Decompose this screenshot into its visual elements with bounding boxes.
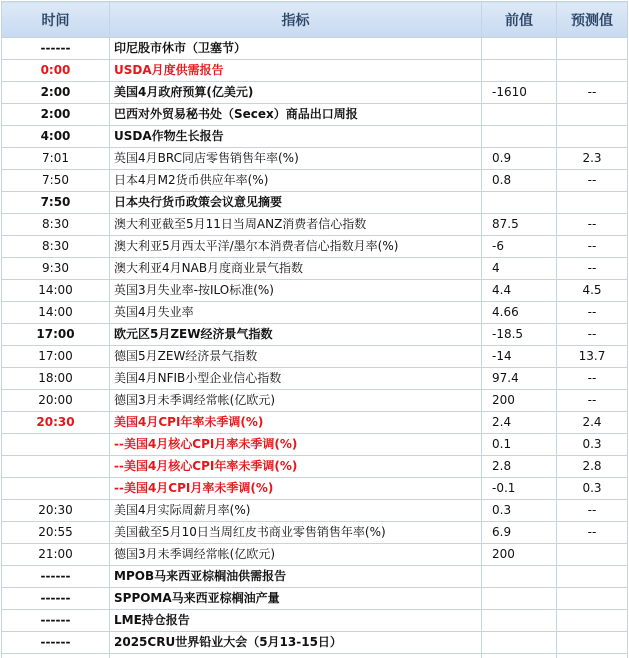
table-row (2, 324, 628, 346)
row-time (2, 456, 110, 478)
row-event: 日本4月M2货币供应年率(%) (110, 170, 482, 192)
row-forecast: -- (557, 302, 628, 324)
row-forecast (557, 588, 628, 610)
row-event: 美国4月CPI年率未季调(%) (110, 412, 482, 434)
row-time: 17:00 (2, 324, 110, 346)
row-prev: 0.3 (482, 500, 557, 522)
row-forecast (557, 126, 628, 148)
row-prev (482, 60, 557, 82)
row-forecast (557, 544, 628, 566)
row-forecast: -- (557, 324, 628, 346)
row-time: 4:00 (2, 126, 110, 148)
table-row (2, 610, 628, 632)
row-event: MPOB马来西亚棕榈油供需报告 (110, 566, 482, 588)
row-prev: 2.8 (482, 456, 557, 478)
row-time (2, 478, 110, 500)
table-row (2, 258, 628, 280)
row-forecast (557, 654, 628, 658)
row-forecast (557, 192, 628, 214)
table-row (2, 38, 628, 60)
table-row (2, 346, 628, 368)
row-time: 20:30 (2, 412, 110, 434)
row-forecast (557, 566, 628, 588)
table-row (2, 368, 628, 390)
row-forecast (557, 632, 628, 654)
row-forecast: -- (557, 390, 628, 412)
table-row (2, 632, 628, 654)
table-row (2, 544, 628, 566)
table-row (2, 170, 628, 192)
row-prev (482, 126, 557, 148)
row-forecast: -- (557, 82, 628, 104)
table-row (2, 280, 628, 302)
row-time: 0:00 (2, 60, 110, 82)
economic-calendar-table (1, 1, 628, 658)
row-prev (482, 654, 557, 658)
table-row (2, 390, 628, 412)
row-prev (482, 192, 557, 214)
row-event: 德国5月ZEW经济景气指数 (110, 346, 482, 368)
row-prev: 0.9 (482, 148, 557, 170)
row-event: 英国3月失业率-按ILO标准(%) (110, 280, 482, 302)
row-time (2, 654, 110, 658)
row-event: 巴西对外贸易秘书处（Secex）商品出口周报 (110, 104, 482, 126)
row-forecast: -- (557, 368, 628, 390)
row-forecast: -- (557, 522, 628, 544)
row-prev: 97.4 (482, 368, 557, 390)
row-event: 美国4月政府预算(亿美元) (110, 82, 482, 104)
row-event: --美国4月核心CPI月率未季调(%) (110, 434, 482, 456)
row-forecast: -- (557, 170, 628, 192)
row-forecast (557, 60, 628, 82)
row-prev: 2.4 (482, 412, 557, 434)
table-row (2, 82, 628, 104)
row-forecast: 0.3 (557, 434, 628, 456)
row-event: 美国4月NFIB小型企业信心指数 (110, 368, 482, 390)
table-row (2, 478, 628, 500)
row-time: 2:00 (2, 82, 110, 104)
table-row (2, 500, 628, 522)
row-forecast: -- (557, 500, 628, 522)
table-body (2, 38, 628, 658)
table-row (2, 588, 628, 610)
row-event: 美国4月实际周薪月率(%) (110, 500, 482, 522)
row-event: 英国4月失业率 (110, 302, 482, 324)
row-prev: 6.9 (482, 522, 557, 544)
row-prev: 4.4 (482, 280, 557, 302)
row-event: 欧元区5月ZEW经济景气指数 (110, 324, 482, 346)
row-time: ------ (2, 588, 110, 610)
table-row (2, 214, 628, 236)
row-time (2, 434, 110, 456)
row-time: 14:00 (2, 302, 110, 324)
row-event: SPPOMA马来西亚棕榈油产量 (110, 588, 482, 610)
row-forecast: -- (557, 236, 628, 258)
row-time: ------ (2, 632, 110, 654)
header-prev: 前值 (482, 2, 557, 38)
row-event: 澳大利亚4月NAB月度商业景气指数 (110, 258, 482, 280)
row-prev: -6 (482, 236, 557, 258)
row-time: 7:50 (2, 192, 110, 214)
table-row (2, 566, 628, 588)
row-time: 20:55 (2, 522, 110, 544)
row-prev (482, 566, 557, 588)
row-prev (482, 588, 557, 610)
row-prev (482, 38, 557, 60)
table-row (2, 522, 628, 544)
row-event: --美国4月CPI月率未季调(%) (110, 478, 482, 500)
table-row (2, 192, 628, 214)
table-row (2, 412, 628, 434)
row-forecast: -- (557, 214, 628, 236)
row-time: 2:00 (2, 104, 110, 126)
table-row (2, 104, 628, 126)
header-event: 指标 (110, 2, 482, 38)
row-time: 9:30 (2, 258, 110, 280)
row-event: 德国3月未季调经常帐(亿欧元) (110, 544, 482, 566)
row-prev: -1610 (482, 82, 557, 104)
table-row (2, 236, 628, 258)
table-row (2, 148, 628, 170)
row-forecast: 13.7 (557, 346, 628, 368)
row-event: USDA月度供需报告 (110, 60, 482, 82)
row-event: 美国截至5月10日当周红皮书商业零售销售年率(%) (110, 522, 482, 544)
row-time: 7:50 (2, 170, 110, 192)
row-forecast (557, 38, 628, 60)
row-event: 德国3月未季调经常帐(亿欧元) (110, 390, 482, 412)
row-forecast: -- (557, 258, 628, 280)
table-row (2, 456, 628, 478)
row-time: 8:30 (2, 236, 110, 258)
row-time: ------ (2, 610, 110, 632)
row-forecast: 4.5 (557, 280, 628, 302)
row-event: 日本央行货币政策会议意见摘要 (110, 192, 482, 214)
row-event: 英国4月BRC同店零售销售年率(%) (110, 148, 482, 170)
row-time: ------ (2, 566, 110, 588)
row-prev: 4 (482, 258, 557, 280)
row-time: 21:00 (2, 544, 110, 566)
row-prev: 0.1 (482, 434, 557, 456)
row-prev: -18.5 (482, 324, 557, 346)
row-prev: 200 (482, 544, 557, 566)
row-prev (482, 632, 557, 654)
row-event: 印尼股市休市（卫塞节） (110, 38, 482, 60)
row-prev (482, 610, 557, 632)
row-prev: 0.8 (482, 170, 557, 192)
row-prev: 4.66 (482, 302, 557, 324)
row-prev: -14 (482, 346, 557, 368)
row-forecast (557, 104, 628, 126)
table-row (2, 60, 628, 82)
row-forecast: 2.3 (557, 148, 628, 170)
row-time: 17:00 (2, 346, 110, 368)
header-forecast: 预测值 (557, 2, 628, 38)
row-time: 20:00 (2, 390, 110, 412)
row-forecast: 2.4 (557, 412, 628, 434)
row-time: ------ (2, 38, 110, 60)
table-row (2, 302, 628, 324)
table-row (2, 434, 628, 456)
row-event (110, 654, 482, 658)
row-prev (482, 104, 557, 126)
row-prev: 87.5 (482, 214, 557, 236)
row-event: 澳大利亚截至5月11日当周ANZ消费者信心指数 (110, 214, 482, 236)
row-event: USDA作物生长报告 (110, 126, 482, 148)
table-row (2, 126, 628, 148)
row-time: 8:30 (2, 214, 110, 236)
row-prev: -0.1 (482, 478, 557, 500)
row-forecast: 0.3 (557, 478, 628, 500)
row-forecast: 2.8 (557, 456, 628, 478)
row-prev: 200 (482, 390, 557, 412)
row-forecast (557, 610, 628, 632)
row-event: 澳大利亚5月西太平洋/墨尔本消费者信心指数月率(%) (110, 236, 482, 258)
row-time: 14:00 (2, 280, 110, 302)
row-time: 18:00 (2, 368, 110, 390)
table-header-row (2, 2, 628, 38)
row-event: LME持仓报告 (110, 610, 482, 632)
row-time: 7:01 (2, 148, 110, 170)
row-event: --美国4月核心CPI年率未季调(%) (110, 456, 482, 478)
table-row (2, 654, 628, 658)
header-time: 时间 (2, 2, 110, 38)
row-event: 2025CRU世界铅业大会（5月13-15日） (110, 632, 482, 654)
row-time: 20:30 (2, 500, 110, 522)
